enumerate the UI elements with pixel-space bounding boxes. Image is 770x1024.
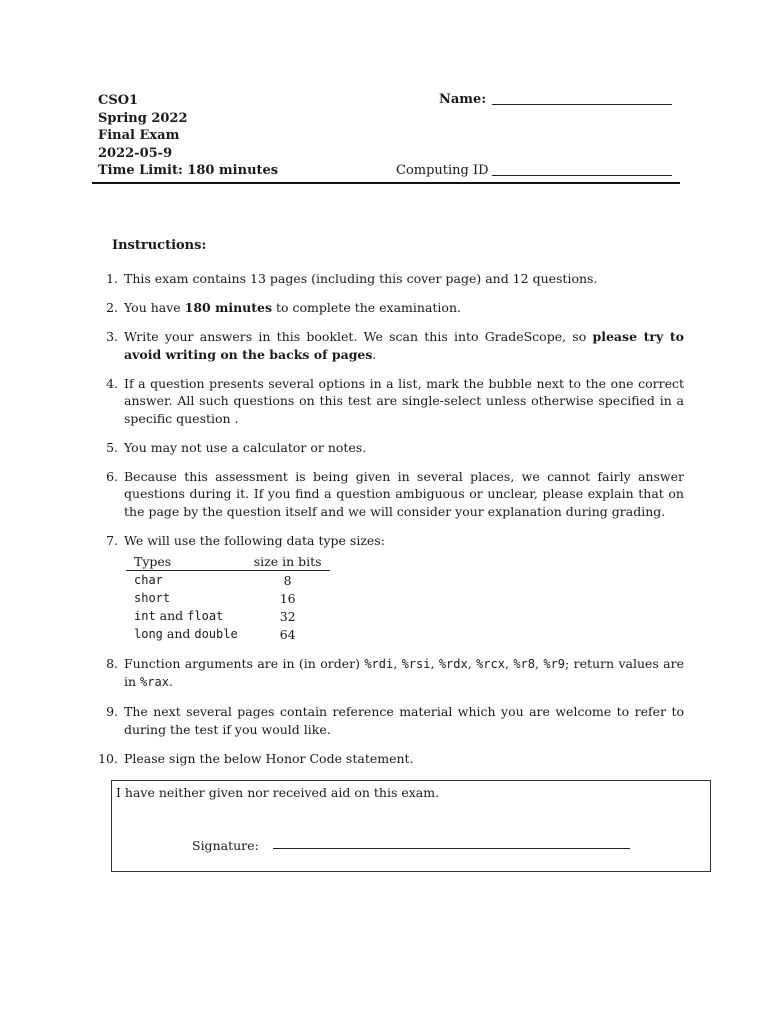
column-header-types: Types [126,553,246,571]
item-number: 3. [106,329,118,344]
item-number: 6. [106,468,118,484]
item-text: We will use the following data type sizes: [124,532,385,548]
type-name: int [134,609,156,623]
instruction-item [96,299,684,317]
item-bold-text: 180 minutes [184,300,273,315]
instruction-item [96,270,684,288]
register-name: %rcx [476,656,505,671]
item-number: 5. [106,439,118,455]
register-name: %r9 [543,656,566,671]
item-text: to complete the examination. [272,300,461,315]
type-name: double [194,627,238,641]
instruction-item [96,439,684,457]
honor-statement: I have neither given nor received aid on this exam. [116,785,440,800]
item-text: You have [124,300,185,315]
table-row [126,571,330,590]
instruction-item [96,750,684,768]
item-text: Write your answers in this booklet. We scan this into GradeScope, so [124,329,593,344]
item-text: Function arguments are in (in order) [124,655,365,671]
signature-line[interactable] [273,848,630,849]
item-text: ; return values are in [124,655,685,689]
signature-label: Signature: [192,838,259,853]
instructions-heading: Instructions: [112,238,207,253]
data-type-sizes-table [126,553,330,643]
instruction-item [96,703,684,738]
exam-title: Final Exam [98,128,180,143]
type-size: 64 [279,626,296,642]
name-field-line[interactable] [492,104,672,105]
register-name: %r8 [513,656,535,671]
table-header-row [126,553,330,571]
item-text: . [168,674,173,689]
instruction-item [96,532,684,644]
column-header-size: size in bits [246,553,330,571]
type-size: 16 [279,590,296,606]
course-code: CSO1 [98,93,139,108]
header-rule [92,182,680,184]
item-number: 1. [106,271,118,286]
type-size: 8 [283,572,292,588]
exam-term: Spring 2022 [98,110,188,126]
register-name: %rdi [364,656,394,671]
item-number: 9. [106,704,118,719]
type-name: long [134,627,163,641]
instruction-item: 8. Function arguments are in (in order) %rdi, %rsi, %rdx, %rcx, %r8, %r9; return values are in %rax. [96,655,684,692]
exam-header-info [98,92,278,180]
exam-date: 2022-05-9 [98,145,173,161]
item-number: 10. [98,750,118,766]
register-name: %rax [140,675,169,689]
item-number: 2. [106,300,118,315]
table-row [126,589,330,607]
computing-id-label: Computing ID [396,163,489,178]
item-text: This exam contains 13 pages (including this cover page) and 12 questions. [124,271,598,286]
item-number: 4. [106,375,118,391]
item-text: Because this assessment is being given in several places, we cannot fairly answer questions during it. If you find a question ambiguous or unclear, please explain that on the page by the question itself and we will consider your explanation during grading. [124,468,684,519]
register-name: %rsi [401,656,431,671]
instruction-item [96,375,684,428]
item-text: You may not use a calculator or notes. [124,439,367,455]
instructions-list [96,270,684,779]
item-number: 7. [106,532,118,548]
table-row [126,607,330,625]
type-name: float [187,609,224,623]
exam-time-limit: Time Limit: 180 minutes [98,163,279,178]
instruction-item [96,328,684,363]
name-label: Name: [439,92,487,107]
type-size: 32 [279,608,296,624]
item-text: . [372,346,377,362]
item-bold-text: please try to avoid writing on the backs of pages [124,329,684,362]
table-row [126,625,330,643]
item-text: The next several pages contain reference material which you are welcome to refer to during the test if you would like. [124,704,684,737]
instruction-item [96,468,684,521]
computing-id-field-line[interactable] [492,175,672,176]
item-number: 8. [106,655,118,671]
type-name: short [134,591,171,605]
type-conjunction: and [155,608,188,623]
type-conjunction: and [162,626,195,641]
item-text: Please sign the below Honor Code statement. [124,750,414,766]
type-name: char [134,573,163,587]
item-text: If a question presents several options in a list, mark the bubble next to the one correct answer. All such questions on this test are single-select unless otherwise specified in a specific question . [124,375,684,426]
honor-code-box [111,780,711,872]
register-name: %rdx [438,656,468,671]
